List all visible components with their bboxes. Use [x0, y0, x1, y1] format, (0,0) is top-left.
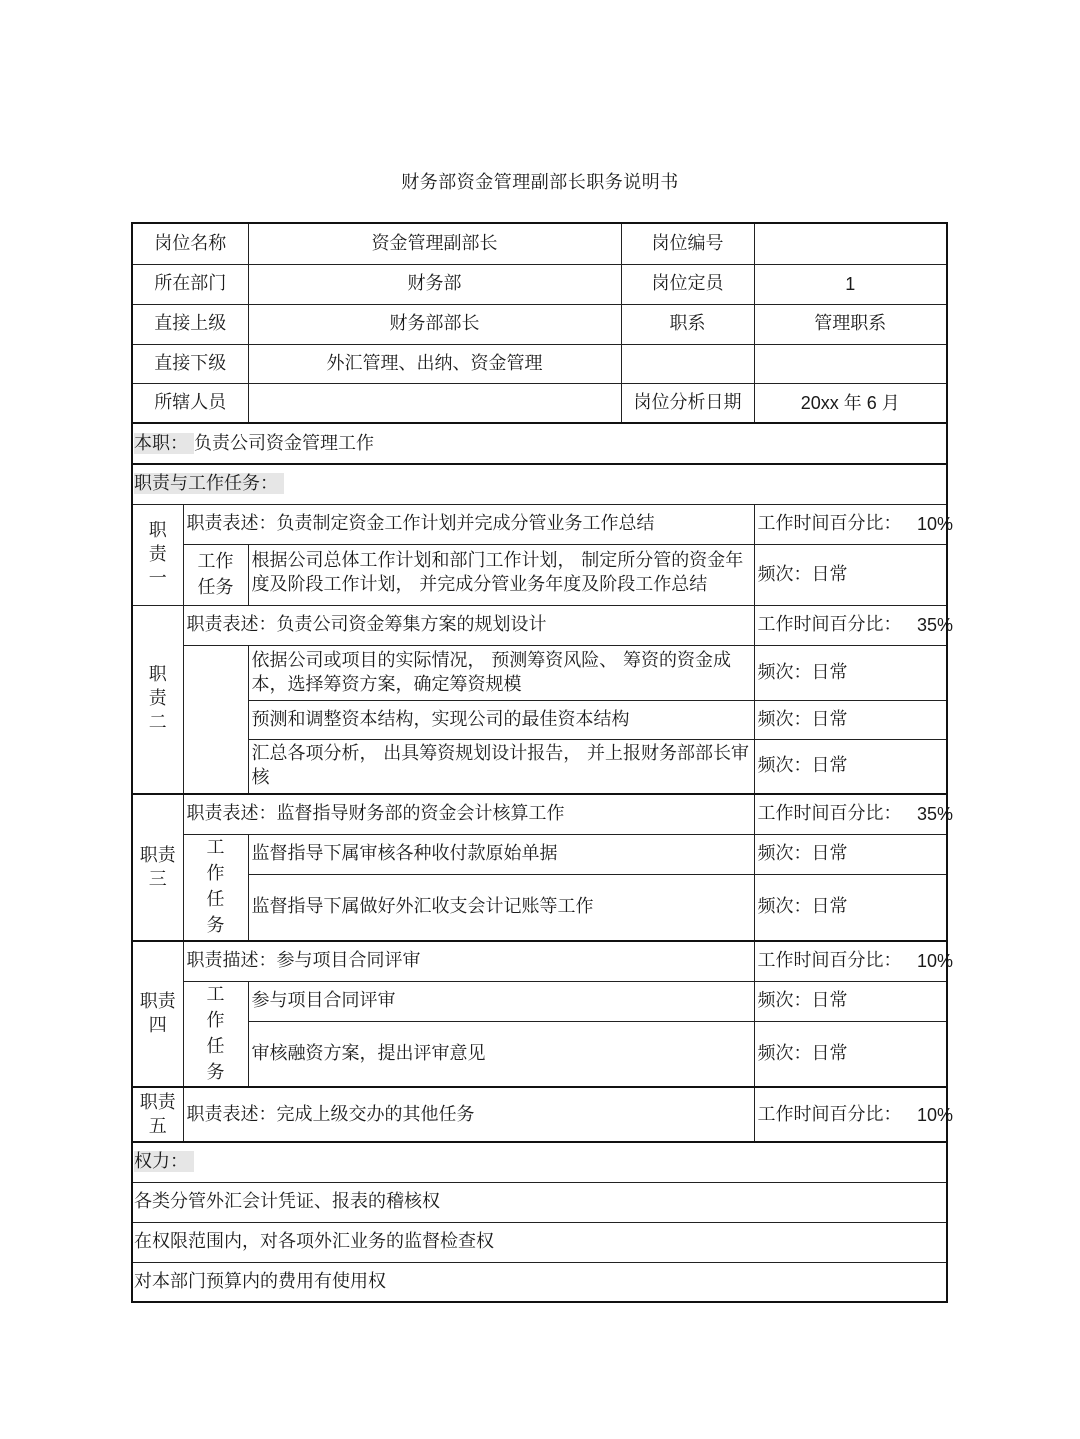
time-percent-label: 工作时间百分比：: [757, 1103, 902, 1125]
duty-4-task-2-frequency: 频次：日常: [754, 1021, 947, 1087]
duty-4-desc-row: [132, 941, 947, 981]
label-headcount: 岗位定员: [621, 264, 754, 304]
value-job-family: 管理职系: [754, 304, 947, 344]
duty-2-task-3-frequency: 频次：日常: [754, 739, 947, 794]
duty-1-name: 职责一: [132, 504, 183, 605]
label-department: 所在部门: [132, 264, 248, 304]
duty-1-time-cell: [754, 504, 953, 544]
label-position-name: 岗位名称: [132, 223, 248, 264]
duty-5-row: [132, 1087, 947, 1142]
power-row: [132, 1182, 947, 1222]
power-item-1: 各类分管外汇会计凭证、报表的稽核权: [132, 1182, 947, 1222]
duty-2-description: 职责表述：负责公司资金筹集方案的规划设计: [183, 605, 754, 645]
duty-3-description: 职责表述：监督指导财务部的资金会计核算工作: [183, 794, 754, 834]
label-position-code: 岗位编号: [621, 223, 754, 264]
power-label: 权力：: [134, 1151, 194, 1172]
duty-4-task-1-frequency: 频次：日常: [754, 981, 947, 1021]
duty-2-task-2: 预测和调整资本结构，实现公司的最佳资本结构: [248, 700, 754, 739]
value-position-code: [754, 223, 947, 264]
duty-2-task-row: [132, 645, 947, 700]
duty-3-desc-row: [132, 794, 947, 834]
value-analysis-date: 20xx 年 6 月: [754, 383, 947, 423]
duty-1-task-row: [132, 544, 947, 605]
time-percent-label: 工作时间百分比：: [757, 614, 902, 635]
task-label: 工作任务: [183, 544, 248, 605]
label-staff: 所辖人员: [132, 383, 248, 423]
time-percent-label: 工作时间百分比：: [757, 803, 902, 825]
power-row: [132, 1262, 947, 1302]
value-direct-superior: 财务部部长: [248, 304, 621, 344]
duties-header: 职责与工作任务：: [134, 473, 284, 494]
basic-row-staff: [132, 383, 947, 423]
duty-4-task-row: [132, 981, 947, 1021]
basic-row-department: [132, 264, 947, 304]
label-analysis-date: 岗位分析日期: [621, 383, 754, 423]
label-direct-subordinates: 直接下级: [132, 344, 248, 383]
label-direct-superior: 直接上级: [132, 304, 248, 344]
duty-2-task-row: [132, 700, 947, 739]
duty-3-task-row: [132, 834, 947, 874]
task-label: 工作任务: [183, 834, 248, 941]
basic-row-position-name: [132, 223, 947, 264]
power-item-3: 对本部门预算内的费用有使用权: [132, 1262, 947, 1302]
power-item-2: 在权限范围内，对各项外汇业务的监督检查权: [132, 1222, 947, 1262]
duty-2-task-row: [132, 739, 947, 794]
duty-2-task-label-empty: [183, 645, 248, 794]
job-description-table: [131, 222, 953, 1303]
duty-1-desc-row: [132, 504, 947, 544]
duty-3-time-cell: [754, 794, 953, 834]
label-job-family: 职系: [621, 304, 754, 344]
duty-1-task-1: 根据公司总体工作计划和部门工作计划， 制定所分管的资金年度及阶段工作计划， 并完成分管业务年度及阶段工作总结: [248, 544, 754, 605]
duty-2-task-1: 依据公司或项目的实际情况， 预测筹资风险、 筹资的资金成本，选择筹资方案，确定筹资规模: [248, 645, 754, 700]
core-duty-text: 负责公司资金管理工作: [194, 432, 374, 454]
value-headcount: 1: [754, 264, 947, 304]
duty-4-percent: 10%: [916, 951, 953, 972]
duty-5-description: 职责表述：完成上级交办的其他任务: [183, 1087, 754, 1142]
duty-4-task-2: 审核融资方案，提出评审意见: [248, 1021, 754, 1087]
duty-3-task-1-frequency: 频次：日常: [754, 834, 947, 874]
core-duty-label: 本职：: [134, 433, 194, 454]
value-direct-subordinates: 外汇管理、出纳、资金管理: [248, 344, 621, 383]
empty-cell: [621, 344, 754, 383]
duty-2-percent: 35%: [916, 615, 953, 635]
duty-3-percent: 35%: [916, 804, 953, 825]
duty-2-time-cell: [754, 605, 953, 645]
value-position-name: 资金管理副部长: [248, 223, 621, 264]
duty-3-task-2-frequency: 频次：日常: [754, 874, 947, 941]
value-staff: [248, 383, 621, 423]
duty-2-name: 职责二: [132, 605, 183, 794]
duty-4-task-1: 参与项目合同评审: [248, 981, 754, 1021]
empty-cell: [754, 344, 947, 383]
power-header-row: [132, 1142, 947, 1182]
duty-2-task-3: 汇总各项分析， 出具筹资规划设计报告， 并上报财务部部长审核: [248, 739, 754, 794]
duty-4-time-cell: [754, 941, 953, 981]
duties-header-row: [132, 464, 947, 504]
duty-4-name: 职责四: [132, 941, 183, 1087]
time-percent-label: 工作时间百分比：: [757, 513, 902, 534]
duty-4-description: 职责描述：参与项目合同评审: [183, 941, 754, 981]
duty-2-desc-row: [132, 605, 947, 645]
task-label: 工作任务: [183, 981, 248, 1087]
power-row: [132, 1222, 947, 1262]
time-percent-label: 工作时间百分比：: [757, 950, 902, 972]
duty-5-percent: 10%: [916, 1104, 953, 1125]
duty-3-name: 职责三: [132, 794, 183, 941]
document-title: 财务部资金管理副部长职务说明书: [401, 172, 679, 193]
basic-row-superior: [132, 304, 947, 344]
duty-3-task-row: [132, 874, 947, 941]
value-department: 财务部: [248, 264, 621, 304]
basic-row-subordinates: [132, 344, 947, 383]
duty-4-task-row: [132, 1021, 947, 1087]
duty-5-name: 职责五: [132, 1087, 183, 1142]
duty-3-task-1: 监督指导下属审核各种收付款原始单据: [248, 834, 754, 874]
duty-3-task-2: 监督指导下属做好外汇收支会计记账等工作: [248, 874, 754, 941]
duty-1-percent: 10%: [916, 514, 953, 534]
duty-1-description: 职责表述：负责制定资金工作计划并完成分管业务工作总结: [183, 504, 754, 544]
duty-1-task-1-frequency: 频次：日常: [754, 544, 947, 605]
core-duty-row: [132, 423, 947, 464]
duty-2-task-2-frequency: 频次：日常: [754, 700, 947, 739]
duty-5-time-cell: [754, 1087, 953, 1142]
duty-2-task-1-frequency: 频次：日常: [754, 645, 947, 700]
